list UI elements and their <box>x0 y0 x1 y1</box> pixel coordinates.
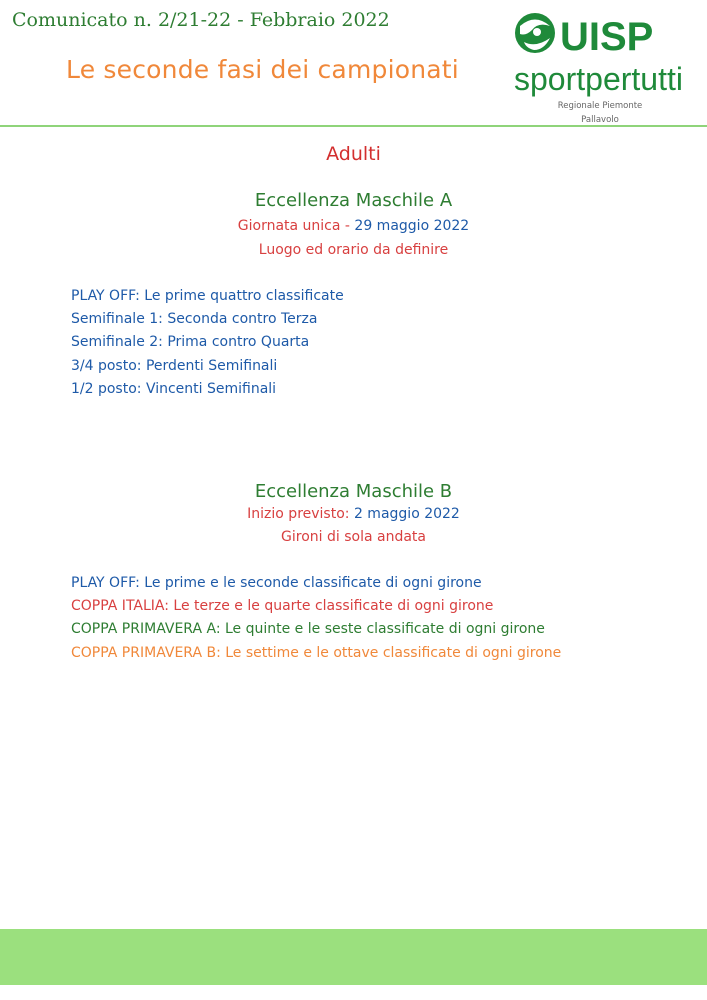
page-subtitle: Le seconde fasi dei campionati <box>66 55 459 84</box>
section-a-date-value: 29 maggio 2022 <box>354 218 470 234</box>
section-title-eccellenza-a: Eccellenza Maschile A <box>254 190 453 211</box>
uisp-logo-mark <box>510 8 690 126</box>
section-b-date-label: Inizio previsto: <box>247 506 354 522</box>
section-a-date <box>0 218 707 234</box>
list-item: PLAY OFF: Le prime e le seconde classificate di ogni girone <box>71 575 482 591</box>
section-title-eccellenza-b: Eccellenza Maschile B <box>254 481 453 502</box>
section-b-date-value: 2 maggio 2022 <box>353 506 460 522</box>
list-item: Semifinale 2: Prima contro Quarta <box>71 334 310 351</box>
svg-text:UISP: UISP <box>560 15 654 59</box>
section-a-date-label: Giornata unica - <box>237 218 355 234</box>
section-a-note: Luogo ed orario da definire <box>258 242 449 258</box>
list-item: COPPA ITALIA: Le terze e le quarte classificate di ogni girone <box>71 598 494 615</box>
section-a-list <box>71 285 344 401</box>
svg-text:Regionale Piemonte: Regionale Piemonte <box>557 101 643 111</box>
category-heading: Adulti <box>326 143 381 165</box>
list-item: COPPA PRIMAVERA B: Le settime e le ottave classificate di ogni girone <box>71 644 562 661</box>
section-b-note: Gironi di sola andata <box>281 529 426 545</box>
list-item: PLAY OFF: Le prime quattro classificate <box>71 288 344 304</box>
svg-text:Pallavolo: Pallavolo <box>581 115 619 125</box>
list-item: Semifinale 1: Seconda contro Terza <box>71 311 318 328</box>
list-item: 1/2 posto: Vincenti Semifinali <box>71 380 277 397</box>
list-item: COPPA PRIMAVERA A: Le quinte e le seste classificate di ogni girone <box>71 621 545 638</box>
footer-band <box>0 929 707 985</box>
section-b-date <box>0 506 707 522</box>
svg-text:sportpertutti: sportpertutti <box>514 61 683 97</box>
uisp-logo <box>510 8 690 126</box>
header-divider <box>0 125 707 127</box>
comunicato-title: Comunicato n. 2/21-22 - Febbraio 2022 <box>12 9 390 31</box>
list-item: 3/4 posto: Perdenti Semifinali <box>71 357 278 374</box>
section-b-list <box>71 572 561 665</box>
